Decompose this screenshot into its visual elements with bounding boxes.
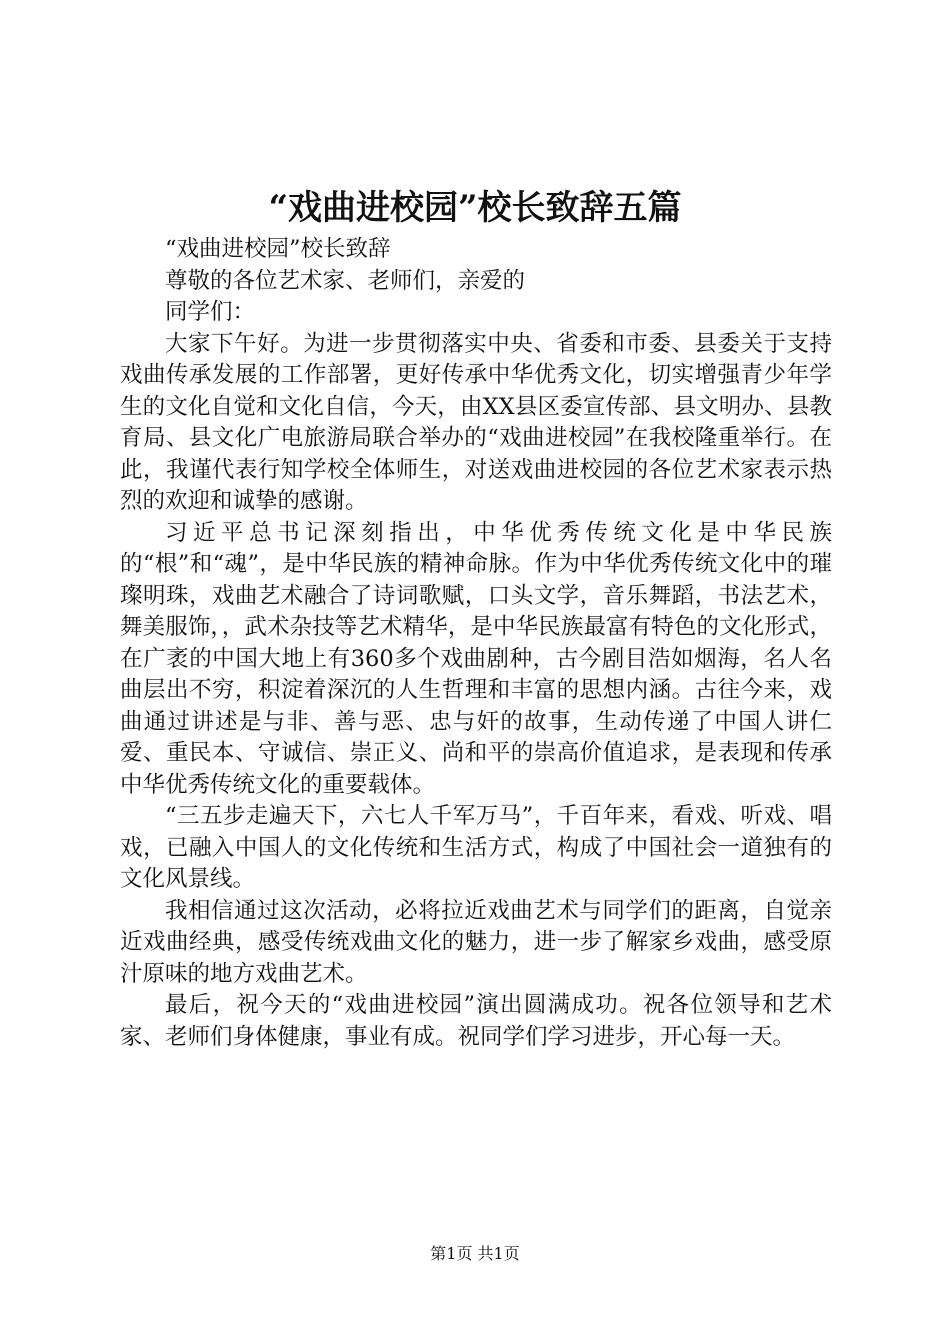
subtitle-paragraph: “戏曲进校园”校长致辞 <box>165 236 391 262</box>
salutation-continued-paragraph: 同学们： <box>165 299 256 325</box>
body-paragraph: 习近平总书记深刻指出，中华优秀传统文化是中华民族的“根”和“魂”，是中华民族的精神命脉。作为中华优秀传统文化中的璀璨明珠，戏曲艺术融合了诗词歌赋，口头文学，音乐舞蹈，书法艺术，舞美服饰，，武术杂技等艺术精华，是中华民族最富有特色的文化形式，在广袤的中国大地上有360多个戏曲剧种，古今剧目浩如烟海，名人名曲层出不穷，积淀着深沉的人生哲理和丰富的思想内涵。古往今来，戏曲通过讲述是与非、善与恶、忠与奸的故事，生动传递了中国人讲仁爱、重民本、守诚信、崇正义、尚和平的崇高价值追求，是表现和传承中华优秀传统文化的重要载体。 <box>120 519 832 798</box>
body-paragraph: 大家下午好。为进一步贯彻落实中央、省委和市委、县委关于支持戏曲传承发展的工作部署，更好传承中华优秀文化，切实增强青少年学生的文化自觉和文化自信，今天，由XX县区委宣传部、县文明办、县教育局、县文化广电旅游局联合举办的“戏曲进校园”在我校隆重举行。在此，我谨代表行知学校全体师生，对送戏曲进校园的各位艺术家表示热烈的欢迎和诚挚的感谢。 <box>120 330 832 514</box>
page-footer: 第1页 共1页 <box>430 1244 520 1263</box>
body-paragraph: 我相信通过这次活动，必将拉近戏曲艺术与同学们的距离，自觉亲近戏曲经典，感受传统戏曲文化的魅力，进一步了解家乡戏曲，感受原汁原味的地方戏曲艺术。 <box>120 897 832 987</box>
closing-paragraph: 最后，祝今天的“戏曲进校园”演出圆满成功。祝各位领导和艺术家、老师们身体健康，事业有成。祝同学们学习进步，开心每一天。 <box>120 992 832 1050</box>
body-paragraph: “三五步走遍天下，六七人千军万马”，千百年来，看戏、听戏、唱戏，已融入中国人的文化传统和生活方式，构成了中国社会一道独有的文化风景线。 <box>120 803 832 892</box>
document-body <box>120 234 832 1053</box>
document-title: “戏曲进校园”校长致辞五篇 <box>268 188 682 228</box>
salutation-paragraph: 尊敬的各位艺术家、老师们，亲爱的 <box>165 267 526 294</box>
